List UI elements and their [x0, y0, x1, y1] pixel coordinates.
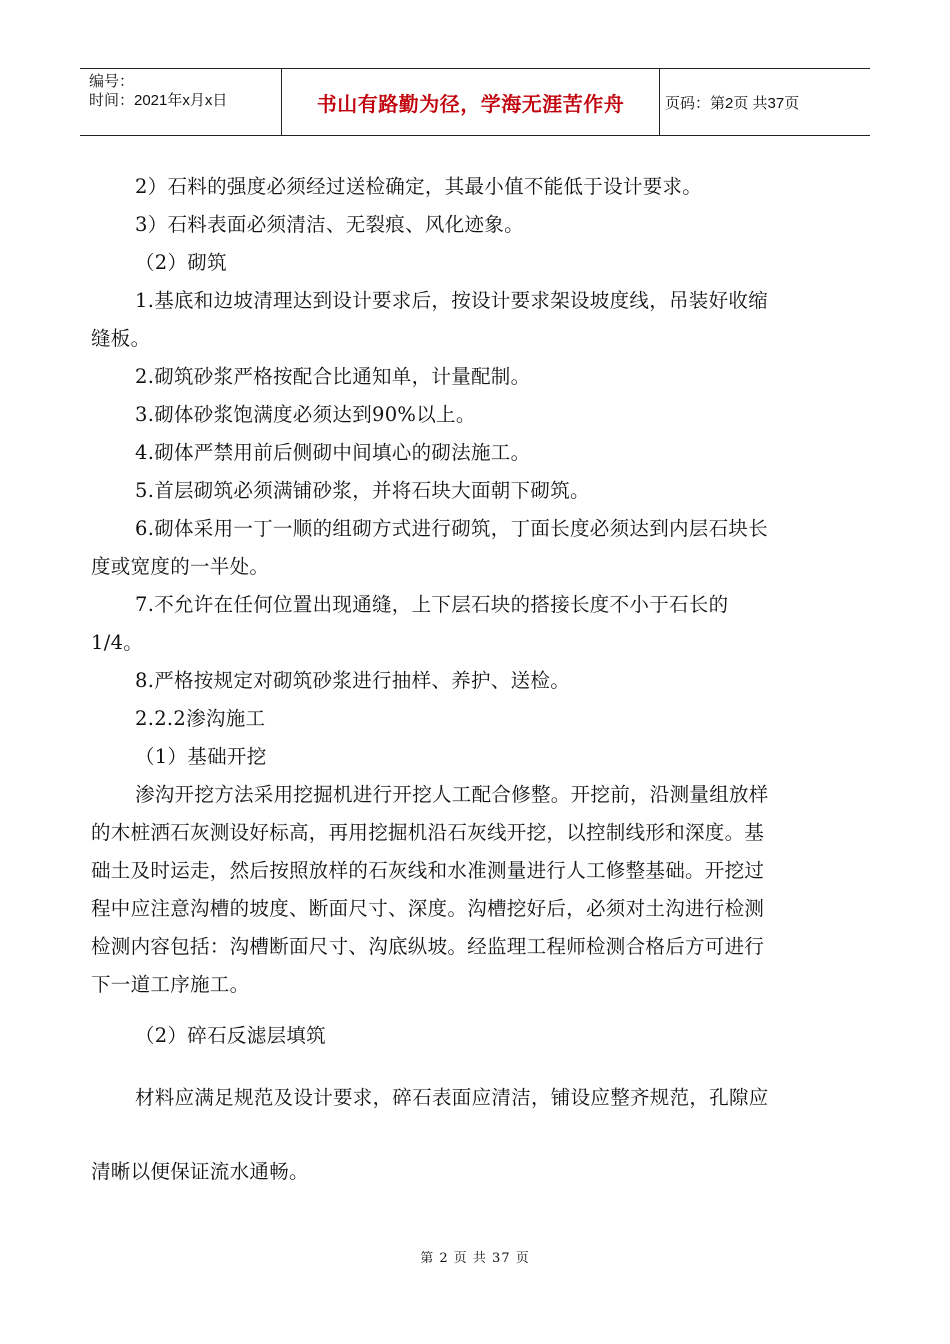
body-line: 础土及时运走，然后按照放样的石灰线和水准测量进行人工修整基础。开挖过 — [91, 859, 765, 882]
body-line: 8.严格按规定对砌筑砂浆进行抽样、养护、送检。 — [135, 669, 571, 692]
body-line: 渗沟开挖方法采用挖掘机进行开挖人工配合修整。开挖前，沿测量组放样 — [135, 783, 769, 806]
section-heading: （1）基础开挖 — [135, 745, 267, 768]
document-number-label: 编号： — [89, 73, 135, 90]
page-footer: 第 2 页 共 37 页 — [420, 1251, 530, 1266]
body-line: 7.不允许在任何位置出现通缝，上下层石块的搭接长度不小于石长的 — [135, 593, 729, 616]
body-line: 缝板。 — [91, 327, 151, 350]
section-heading: 2.2.2渗沟施工 — [135, 707, 266, 730]
body-line: 4.砌体严禁用前后侧砌中间填心的砌法施工。 — [135, 441, 531, 464]
body-line: 材料应满足规范及设计要求，碎石表面应清洁，铺设应整齐规范，孔隙应 — [135, 1086, 769, 1109]
body-line: 3.砌体砂浆饱满度必须达到90%以上。 — [135, 403, 476, 426]
body-line: 的木桩洒石灰测设好标高，再用挖掘机沿石灰线开挖，以控制线形和深度。基 — [91, 821, 765, 844]
body-line: 3）石料表面必须清洁、无裂痕、风化迹象。 — [135, 213, 524, 236]
header-meta — [80, 69, 282, 135]
header-motto: 书山有路勤为径，学海无涯苦作舟 — [282, 69, 660, 135]
body-line: 度或宽度的一半处。 — [91, 555, 270, 578]
body-line: 程中应注意沟槽的坡度、断面尺寸、深度。沟槽挖好后，必须对土沟进行检测 — [91, 897, 765, 920]
header-page-info: 页码：第2页 共37页 — [665, 94, 800, 112]
body-line: 1.基底和边坡清理达到设计要求后，按设计要求架设坡度线，吊装好收缩 — [135, 289, 769, 312]
body-line: 2.砌筑砂浆严格按配合比通知单，计量配制。 — [135, 365, 531, 388]
body-line: 5.首层砌筑必须满铺砂浆，并将石块大面朝下砌筑。 — [135, 479, 590, 502]
body-line: 下一道工序施工。 — [91, 973, 250, 996]
body-line: 清晰以便保证流水通畅。 — [91, 1160, 309, 1183]
page-header — [80, 68, 870, 136]
body-line: 2）石料的强度必须经过送检确定，其最小值不能低于设计要求。 — [135, 175, 703, 198]
body-line: 6.砌体采用一丁一顺的组砌方式进行砌筑，丁面长度必须达到内层石块长 — [135, 517, 769, 540]
body-line: 1/4。 — [91, 631, 144, 654]
document-date: 时间：2021年x月x日 — [89, 92, 228, 109]
section-heading: （2）碎石反滤层填筑 — [135, 1024, 326, 1047]
section-heading: （2）砌筑 — [135, 251, 227, 274]
body-line: 检测内容包括：沟槽断面尺寸、沟底纵坡。经监理工程师检测合格后方可进行 — [91, 935, 765, 958]
